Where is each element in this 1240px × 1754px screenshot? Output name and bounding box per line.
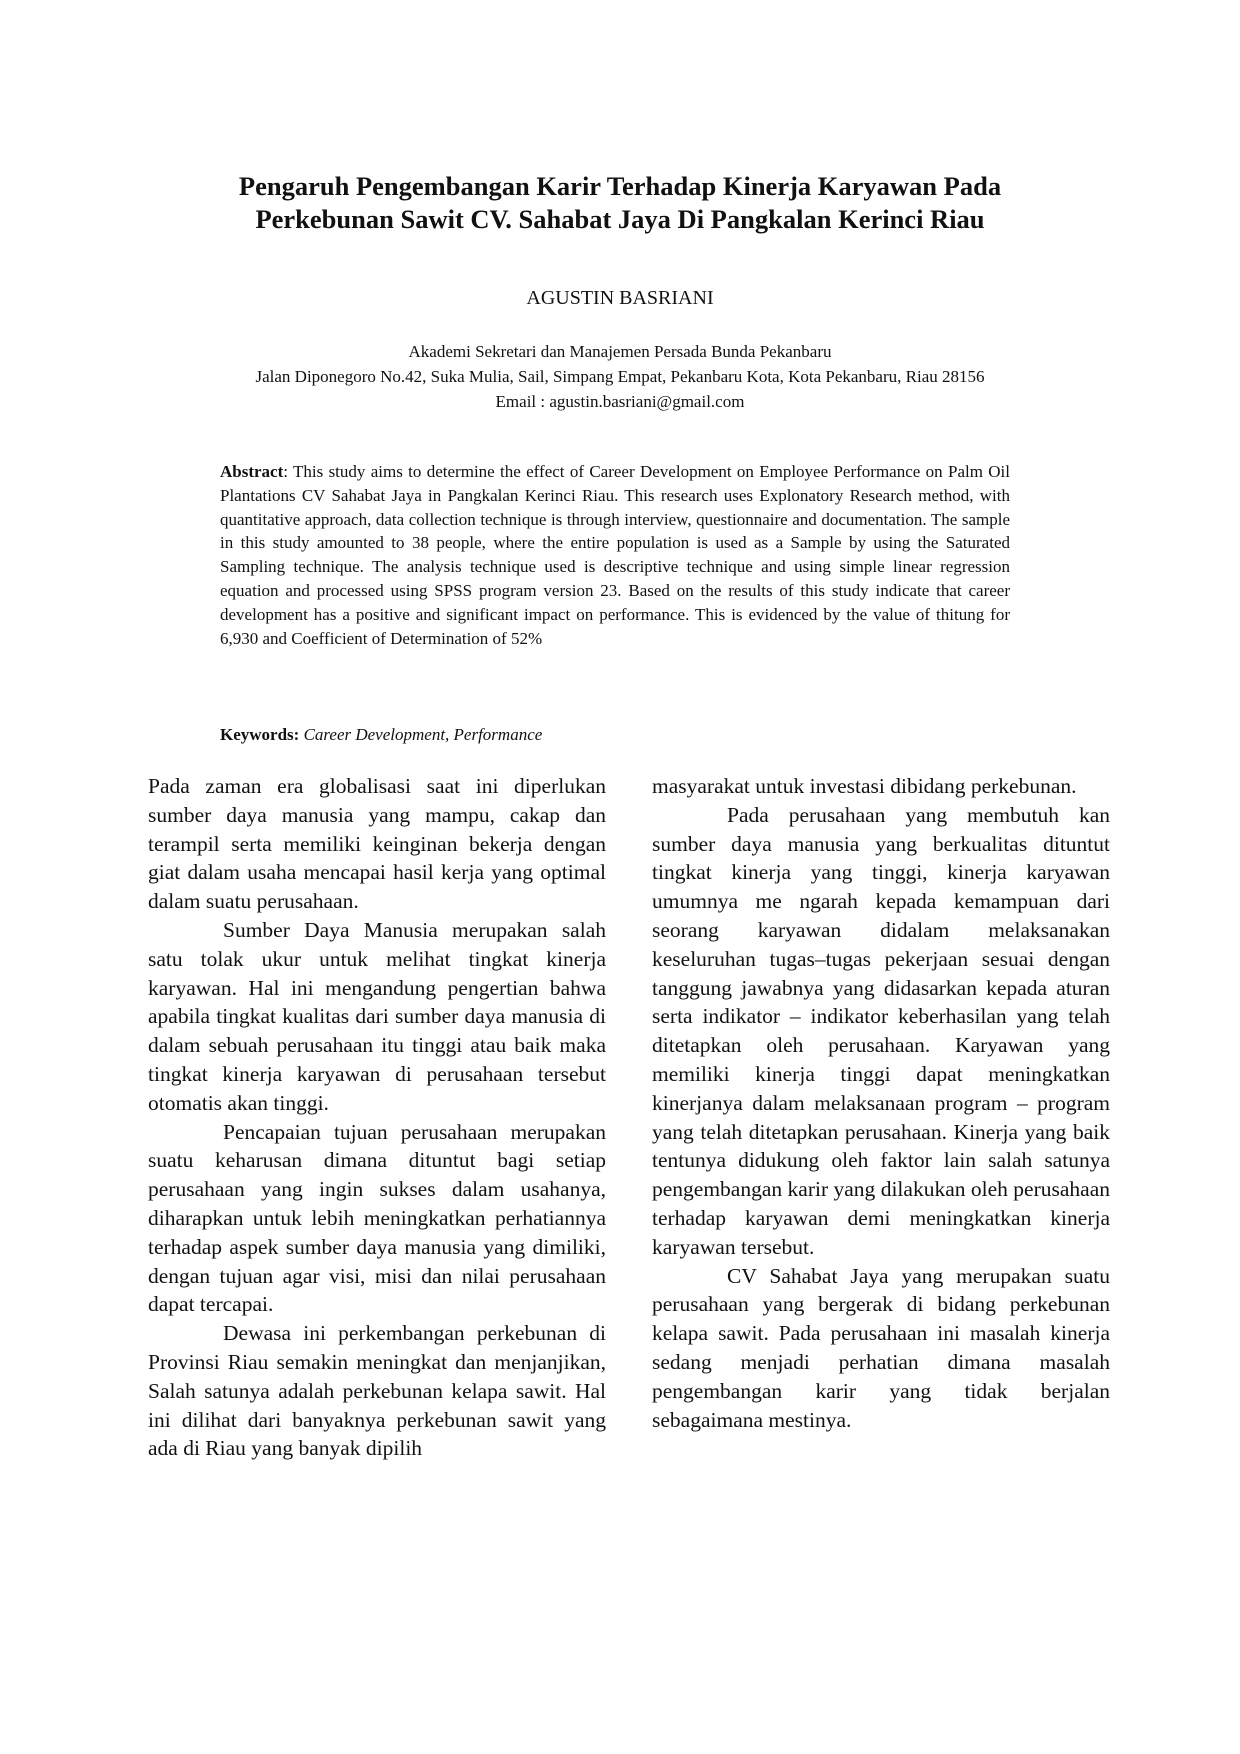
- institution-address: Jalan Diponegoro No.42, Suka Mulia, Sail, Simpang Empat, Pekanbaru Kota, Kota Pekanbaru, Riau 28156: [255, 367, 985, 386]
- abstract-text: : This study aims to determine the effect of Career Development on Employee Performance on Palm Oil Plantations CV Sahabat Jaya in Pangkalan Kerinci Riau. This research uses Explonatory Research method, with quantitative approach, data collection technique is through interview, questionnaire and documentation. The sample in this study amounted to 38 people, where the entire population is used as a Sample by using the Saturated Sampling technique. The analysis technique used is descriptive technique and using simple linear regression equation and processed using SPSS program version 23. Based on the results of this study indicate that career development has a positive and significant impact on performance. This is evidenced by the value of thitung for 6,930 and Coefficient of Determination of 52%: [220, 462, 1010, 648]
- paper-title-line-1: Pengaruh Pengembangan Karir Terhadap Kinerja Karyawan Pada: [238, 171, 1002, 201]
- body-paragraph: Dewasa ini perkembangan perkebunan di Provinsi Riau semakin meningkat dan menjanjikan, Salah satunya adalah perkebunan kelapa sawit. Hal ini dilihat dari banyaknya perkebunan sawit yang ada di Riau yang banyak dipilih: [148, 1321, 606, 1461]
- institution-name: Akademi Sekretari dan Manajemen Persada Bunda Pekanbaru: [408, 342, 832, 361]
- body-paragraph: Pada zaman era globalisasi saat ini diperlukan sumber daya manusia yang mampu, cakap dan terampil serta memiliki keinginan bekerja dengan giat dalam usaha mencapai hasil kerja yang optimal dalam suatu perusahaan.: [148, 774, 606, 914]
- paper-title: [130, 170, 1110, 236]
- keywords-text: Career Development, Performance: [303, 725, 543, 744]
- keywords-label: Keywords:: [220, 725, 300, 744]
- body-paragraph: masyarakat untuk investasi dibidang perkebunan.: [652, 774, 1077, 798]
- keywords-block: [220, 725, 1010, 745]
- author-name: AGUSTIN BASRIANI: [526, 287, 714, 309]
- paper-title-line-2: Perkebunan Sawit CV. Sahabat Jaya Di Pangkalan Kerinci Riau: [255, 204, 985, 234]
- body-paragraph: CV Sahabat Jaya yang merupakan suatu perusahaan yang bergerak di bidang perkebunan kelapa sawit. Pada perusahaan ini masalah kinerja sedang menjadi perhatian dimana masalah pengembangan karir yang tidak berjalan sebagaimana mestinya.: [652, 1263, 1110, 1432]
- abstract-label: Abstract: [220, 462, 284, 481]
- abstract-block: [220, 460, 1010, 650]
- body-paragraph: Pencapaian tujuan perusahaan merupakan suatu keharusan dimana dituntut bagi setiap perusahaan yang ingin sukses dalam usahanya, diharapkan untuk lebih meningkatkan perhatiannya terhadap aspek sumber daya manusia yang dimiliki, dengan tujuan agar visi, misi dan nilai perusahaan dapat tercapai.: [148, 1119, 606, 1317]
- author-email: Email : agustin.basriani@gmail.com: [495, 392, 745, 411]
- body-paragraph: Pada perusahaan yang membutuh kan sumber daya manusia yang berkualitas dituntut tingkat kinerja yang tinggi, kinerja karyawan umumnya me ngarah kepada kemampuan dari seorang karyawan didalam melaksanakan keseluruhan tugas–tugas pekerjaan sesuai dengan tanggung jawabnya yang didasarkan kepada aturan serta indikator – indikator keberhasilan yang telah ditetapkan oleh perusahaan. Karyawan yang memiliki kinerja tinggi dapat meningkatkan kinerjanya dalam melaksanaan program – program yang telah ditetapkan perusahaan. Kinerja yang baik tentunya didukung oleh faktor lain salah satunya pengembangan karir yang dilakukan oleh perusahaan terhadap karyawan demi meningkatkan kinerja karyawan tersebut.: [652, 802, 1110, 1259]
- body-column-left: [148, 772, 606, 1463]
- affiliation-block: [130, 339, 1110, 414]
- body-column-right: [652, 772, 1110, 1434]
- body-paragraph: Sumber Daya Manusia merupakan salah satu tolak ukur untuk melihat tingkat kinerja karyawan. Hal ini mengandung pengertian bahwa apabila tingkat kualitas dari sumber daya manusia di dalam sebuah perusahaan itu tinggi atau baik maka tingkat kinerja karyawan di perusahaan tersebut otomatis akan tinggi.: [148, 917, 606, 1115]
